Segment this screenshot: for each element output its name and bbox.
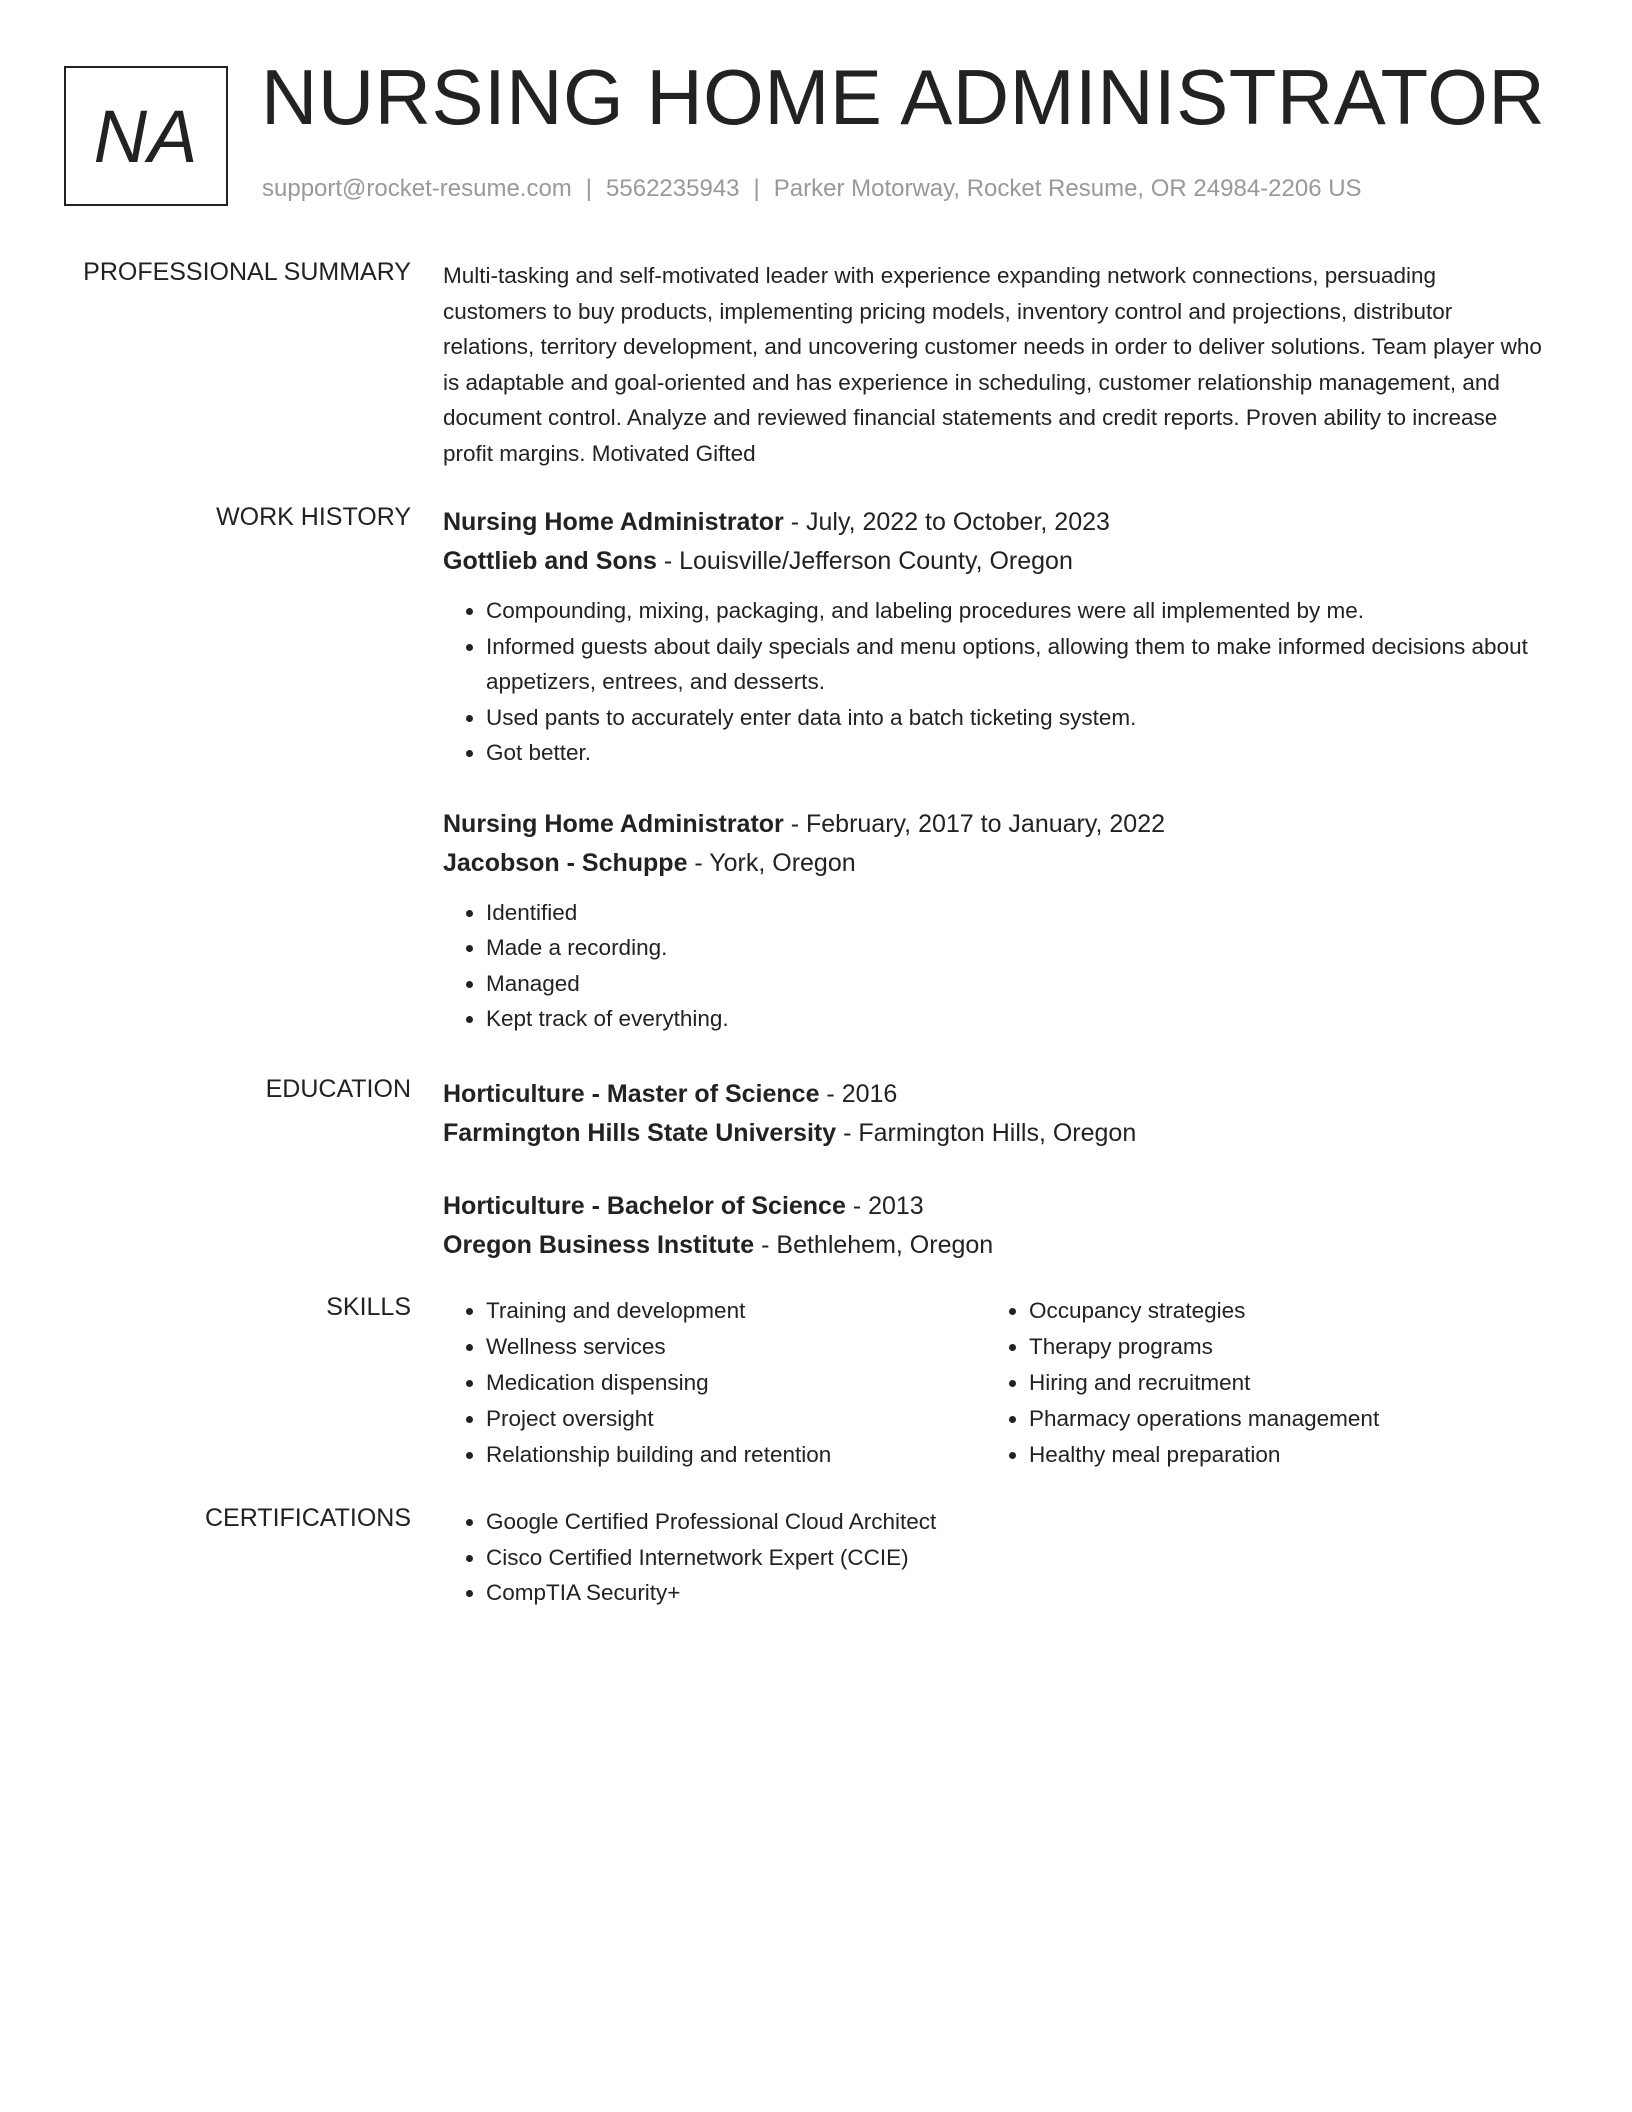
school-name: Farmington Hills State University: [443, 1119, 837, 1147]
school-location: - Bethlehem, Oregon: [754, 1231, 994, 1259]
skill-item: • Project oversight: [486, 1401, 986, 1437]
degree-line: [443, 1075, 1543, 1114]
job-company-line: [443, 542, 1543, 581]
certification-item: • Google Certified Professional Cloud Architect: [486, 1504, 1543, 1540]
job-duty: • Made a recording.: [486, 930, 1543, 966]
degree-name: Horticulture - Bachelor of Science: [443, 1192, 846, 1220]
job-dates: - February, 2017 to January, 2022: [783, 809, 1166, 838]
skill-item: • Occupancy strategies: [1029, 1293, 1529, 1329]
job-duty: • Kept track of everything.: [486, 1001, 1543, 1037]
education-body: [443, 1075, 1543, 1265]
skill-item: • Medication dispensing: [486, 1365, 986, 1401]
summary-heading: PROFESSIONAL SUMMARY: [83, 258, 411, 286]
work-history-body: [443, 503, 1543, 1037]
school-location: - Farmington Hills, Oregon: [836, 1119, 1137, 1147]
job-entry: [443, 503, 1543, 771]
education-heading: EDUCATION: [265, 1075, 411, 1103]
skills-list-right: [986, 1293, 1529, 1473]
job-title-line: [443, 805, 1543, 844]
summary-text: Multi-tasking and self-motivated leader with experience expanding network connections, persuading customers to buy products, implementing pricing models, inventory control and projections, distributor relations, territory development, and uncovering customer needs in order to deliver solutions. Team player who is adaptable and goal-oriented and has experience in scheduling, customer relationship management, and document control. Analyze and reviewed financial statements and credit reports. Proven ability to increase profit margins. Motivated Gifted: [443, 263, 1542, 466]
skill-item: • Pharmacy operations management: [1029, 1401, 1529, 1437]
job-duty: • Informed guests about daily specials and menu options, allowing them to make informed decisions about appetizers, entrees, and desserts.: [486, 629, 1543, 700]
job-location: - Louisville/Jefferson County, Oregon: [656, 547, 1073, 575]
job-title-line: [443, 503, 1543, 542]
school-line: [443, 1226, 1543, 1265]
contact-address: Parker Motorway, Rocket Resume, OR 24984-2206 US: [773, 175, 1362, 202]
contact-separator: |: [753, 175, 760, 202]
degree-name: Horticulture - Master of Science: [443, 1080, 820, 1108]
job-duty: • Identified: [486, 895, 1543, 931]
school-line: [443, 1114, 1543, 1153]
certification-item: • Cisco Certified Internetwork Expert (CCIE): [486, 1540, 1543, 1576]
skill-item: • Training and development: [486, 1293, 986, 1329]
job-location: - York, Oregon: [687, 848, 856, 877]
job-role: Nursing Home Administrator: [443, 809, 784, 838]
work-history-heading: WORK HISTORY: [216, 503, 411, 531]
monogram-initials: NA: [93, 94, 199, 178]
certifications-heading: CERTIFICATIONS: [204, 1504, 411, 1532]
candidate-name: NURSING HOME ADMINISTRATOR: [261, 53, 1546, 141]
skills-heading: SKILLS: [326, 1293, 411, 1321]
skill-item: • Healthy meal preparation: [1029, 1437, 1529, 1473]
job-duties-list: [443, 593, 1543, 771]
degree-year: - 2013: [845, 1192, 924, 1220]
skills-body: [443, 1293, 1543, 1473]
certifications-body: [443, 1504, 1543, 1611]
monogram-box: [64, 66, 228, 206]
degree-year: - 2016: [819, 1080, 898, 1108]
job-entry: [443, 805, 1543, 1037]
contact-separator: |: [585, 175, 593, 202]
job-duty: • Compounding, mixing, packaging, and labeling procedures were all implemented by me.: [486, 593, 1543, 629]
school-name: Oregon Business Institute: [443, 1231, 755, 1259]
skill-item: • Wellness services: [486, 1329, 986, 1365]
job-company-line: [443, 844, 1543, 883]
contact-phone: 5562235943: [606, 175, 740, 202]
skill-item: • Relationship building and retention: [486, 1437, 986, 1473]
job-duties-list: [443, 895, 1543, 1037]
job-duty: • Used pants to accurately enter data into a batch ticketing system.: [486, 700, 1543, 736]
job-dates: - July, 2022 to October, 2023: [783, 508, 1110, 536]
job-company: Gottlieb and Sons: [443, 547, 657, 575]
job-role: Nursing Home Administrator: [443, 508, 784, 536]
contact-email: support@rocket-resume.com: [262, 175, 572, 202]
job-duty: • Managed: [486, 966, 1543, 1002]
skill-item: • Hiring and recruitment: [1029, 1365, 1529, 1401]
job-duty: • Got better.: [486, 735, 1543, 771]
degree-line: [443, 1187, 1543, 1226]
education-entry: [443, 1075, 1543, 1153]
skills-grid: [443, 1293, 1543, 1473]
skill-item: • Therapy programs: [1029, 1329, 1529, 1365]
job-company: Jacobson - Schuppe: [443, 848, 688, 877]
certification-item: • CompTIA Security+: [486, 1575, 1543, 1611]
contact-line: [262, 175, 1362, 203]
education-entry: [443, 1187, 1543, 1265]
summary-body: [443, 258, 1543, 471]
certifications-list: [443, 1504, 1543, 1611]
skills-list-left: [443, 1293, 986, 1473]
